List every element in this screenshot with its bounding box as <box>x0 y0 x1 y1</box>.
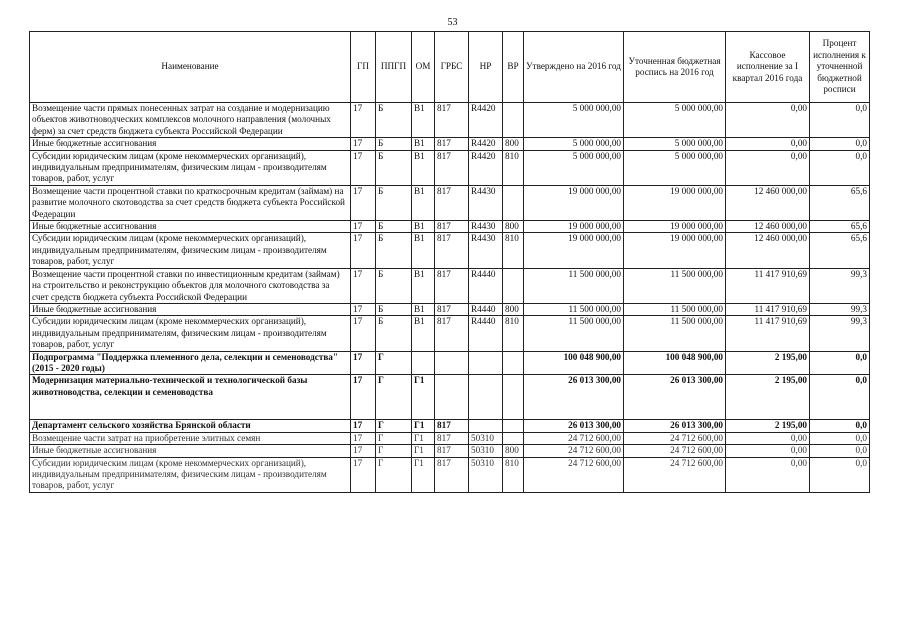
header-name: Наименование <box>30 32 351 103</box>
cell-om: В1 <box>412 221 435 233</box>
cell-refined: 26 013 300,00 <box>624 375 726 420</box>
cell-np <box>469 420 503 432</box>
cell-vr <box>503 375 524 420</box>
cell-approved: 5 000 000,00 <box>524 150 624 185</box>
cell-om: Г1 <box>412 432 435 444</box>
cell-vr: 810 <box>503 150 524 185</box>
cell-refined: 19 000 000,00 <box>624 185 726 220</box>
cell-om: В1 <box>412 138 435 150</box>
cell-gp: 17 <box>351 221 376 233</box>
cell-percent: 99,3 <box>810 303 870 315</box>
cell-cash: 0,00 <box>726 150 810 185</box>
table-row <box>30 138 870 150</box>
cell-refined: 24 712 600,00 <box>624 432 726 444</box>
cell-approved: 26 013 300,00 <box>524 375 624 420</box>
cell-gp: 17 <box>351 303 376 315</box>
cell-cash: 0,00 <box>726 432 810 444</box>
cell-approved: 19 000 000,00 <box>524 233 624 268</box>
cell-grbs <box>435 351 469 375</box>
cell-ppgp: Б <box>376 316 412 351</box>
cell-grbs: 817 <box>435 432 469 444</box>
cell-percent: 0,0 <box>810 351 870 375</box>
cell-om: В1 <box>412 150 435 185</box>
cell-name: Субсидии юридическим лицам (кроме некоммерческих организаций), индивидуальным предпринимателям, физическим лицам - производителям товаров, работ, услуг <box>30 150 351 185</box>
cell-refined: 11 500 000,00 <box>624 268 726 303</box>
cell-name: Департамент сельского хозяйства Брянской области <box>30 420 351 432</box>
cell-ppgp: Г <box>376 457 412 492</box>
cell-percent: 0,0 <box>810 103 870 138</box>
cell-gp: 17 <box>351 457 376 492</box>
header-cash: Кассовое исполнение за I квартал 2016 года <box>726 32 810 103</box>
table-row <box>30 303 870 315</box>
cell-vr: 810 <box>503 316 524 351</box>
cell-grbs: 817 <box>435 457 469 492</box>
cell-ppgp: Б <box>376 185 412 220</box>
cell-refined: 26 013 300,00 <box>624 420 726 432</box>
cell-refined: 11 500 000,00 <box>624 303 726 315</box>
cell-gp: 17 <box>351 185 376 220</box>
cell-grbs: 817 <box>435 303 469 315</box>
cell-np: R4440 <box>469 268 503 303</box>
cell-percent: 65,6 <box>810 221 870 233</box>
cell-ppgp: Г <box>376 375 412 420</box>
header-np: НР <box>469 32 503 103</box>
cell-percent: 65,6 <box>810 185 870 220</box>
cell-ppgp: Г <box>376 432 412 444</box>
cell-om: Г1 <box>412 457 435 492</box>
cell-cash: 0,00 <box>726 457 810 492</box>
cell-om: В1 <box>412 316 435 351</box>
cell-percent: 0,0 <box>810 375 870 420</box>
cell-vr: 800 <box>503 221 524 233</box>
cell-gp: 17 <box>351 420 376 432</box>
cell-percent: 0,0 <box>810 432 870 444</box>
cell-np: 50310 <box>469 445 503 457</box>
cell-approved: 26 013 300,00 <box>524 420 624 432</box>
cell-gp: 17 <box>351 233 376 268</box>
cell-om: В1 <box>412 268 435 303</box>
cell-percent: 0,0 <box>810 457 870 492</box>
cell-refined: 5 000 000,00 <box>624 150 726 185</box>
cell-vr: 800 <box>503 303 524 315</box>
cell-vr <box>503 185 524 220</box>
cell-ppgp: Б <box>376 103 412 138</box>
cell-ppgp: Б <box>376 138 412 150</box>
cell-gp: 17 <box>351 138 376 150</box>
cell-om <box>412 351 435 375</box>
table-row <box>30 185 870 220</box>
cell-percent: 0,0 <box>810 150 870 185</box>
cell-grbs: 817 <box>435 185 469 220</box>
cell-refined: 5 000 000,00 <box>624 138 726 150</box>
cell-cash: 0,00 <box>726 445 810 457</box>
cell-grbs: 817 <box>435 103 469 138</box>
cell-ppgp: Г <box>376 420 412 432</box>
table-row <box>30 445 870 457</box>
cell-grbs <box>435 375 469 420</box>
cell-approved: 5 000 000,00 <box>524 138 624 150</box>
cell-vr <box>503 351 524 375</box>
cell-om: В1 <box>412 185 435 220</box>
cell-name: Иные бюджетные ассигнования <box>30 303 351 315</box>
cell-name: Модернизация материально-технической и технологической базы животноводства, селекции и семеноводства <box>30 375 351 420</box>
header-approved: Утверждено на 2016 год <box>524 32 624 103</box>
header-refined: Уточненная бюджетная роспись на 2016 год <box>624 32 726 103</box>
cell-cash: 11 417 910,69 <box>726 268 810 303</box>
page-number: 53 <box>447 17 458 28</box>
cell-om: Г1 <box>412 420 435 432</box>
cell-name: Иные бюджетные ассигнования <box>30 445 351 457</box>
cell-approved: 11 500 000,00 <box>524 316 624 351</box>
cell-grbs: 817 <box>435 150 469 185</box>
budget-table <box>29 31 870 493</box>
cell-refined: 100 048 900,00 <box>624 351 726 375</box>
cell-approved: 100 048 900,00 <box>524 351 624 375</box>
cell-grbs: 817 <box>435 316 469 351</box>
cell-vr: 800 <box>503 445 524 457</box>
cell-om: Г1 <box>412 445 435 457</box>
table-row <box>30 316 870 351</box>
table-row <box>30 268 870 303</box>
cell-approved: 11 500 000,00 <box>524 268 624 303</box>
cell-percent: 0,0 <box>810 445 870 457</box>
cell-grbs: 817 <box>435 445 469 457</box>
cell-grbs: 817 <box>435 221 469 233</box>
header-row <box>30 32 870 103</box>
cell-gp: 17 <box>351 445 376 457</box>
cell-ppgp: Б <box>376 221 412 233</box>
cell-name: Субсидии юридическим лицам (кроме некоммерческих организаций), индивидуальным предпринимателям, физическим лицам - производителям товаров, работ, услуг <box>30 457 351 492</box>
header-grbs: ГРБС <box>435 32 469 103</box>
cell-approved: 19 000 000,00 <box>524 221 624 233</box>
cell-refined: 19 000 000,00 <box>624 233 726 268</box>
cell-approved: 24 712 600,00 <box>524 457 624 492</box>
cell-percent: 99,3 <box>810 268 870 303</box>
cell-ppgp: Б <box>376 150 412 185</box>
table-row <box>30 351 870 375</box>
cell-name: Иные бюджетные ассигнования <box>30 221 351 233</box>
cell-om: Г1 <box>412 375 435 420</box>
cell-name: Субсидии юридическим лицам (кроме некоммерческих организаций), индивидуальным предпринимателям, физическим лицам - производителям товаров, работ, услуг <box>30 316 351 351</box>
cell-vr <box>503 420 524 432</box>
cell-vr: 810 <box>503 233 524 268</box>
table-row <box>30 233 870 268</box>
cell-ppgp: Б <box>376 233 412 268</box>
cell-vr <box>503 268 524 303</box>
cell-name: Возмещение части процентной ставки по краткосрочным кредитам (займам) на развитие молочного скотоводства за счет средств бюджета субъекта Российской Федерации <box>30 185 351 220</box>
cell-cash: 12 460 000,00 <box>726 221 810 233</box>
cell-refined: 24 712 600,00 <box>624 445 726 457</box>
cell-ppgp: Г <box>376 351 412 375</box>
cell-ppgp: Б <box>376 268 412 303</box>
table-row <box>30 375 870 420</box>
cell-cash: 2 195,00 <box>726 351 810 375</box>
cell-name: Возмещение части затрат на приобретение элитных семян <box>30 432 351 444</box>
cell-grbs: 817 <box>435 138 469 150</box>
cell-percent: 0,0 <box>810 138 870 150</box>
table-row <box>30 420 870 432</box>
cell-vr <box>503 432 524 444</box>
cell-cash: 2 195,00 <box>726 375 810 420</box>
cell-name: Подпрограмма "Поддержка племенного дела, селекции и семеноводства" (2015 - 2020 годы) <box>30 351 351 375</box>
cell-name: Иные бюджетные ассигнования <box>30 138 351 150</box>
cell-cash: 0,00 <box>726 138 810 150</box>
cell-approved: 24 712 600,00 <box>524 432 624 444</box>
cell-gp: 17 <box>351 375 376 420</box>
cell-np: R4430 <box>469 221 503 233</box>
cell-approved: 11 500 000,00 <box>524 303 624 315</box>
cell-name: Возмещение части прямых понесенных затрат на создание и модернизацию объектов животноводческих комплексов молочного направления (молочных ферм) за счет средств бюджета субъекта Российской Федерации <box>30 103 351 138</box>
cell-grbs: 817 <box>435 233 469 268</box>
cell-cash: 11 417 910,69 <box>726 303 810 315</box>
cell-cash: 12 460 000,00 <box>726 185 810 220</box>
cell-np: R4420 <box>469 150 503 185</box>
cell-percent: 65,6 <box>810 233 870 268</box>
cell-approved: 5 000 000,00 <box>524 103 624 138</box>
header-om: ОМ <box>412 32 435 103</box>
cell-approved: 24 712 600,00 <box>524 445 624 457</box>
cell-om: В1 <box>412 233 435 268</box>
table-row <box>30 457 870 492</box>
cell-name: Возмещение части процентной ставки по инвестиционным кредитам (займам) на строительство и реконструкцию объектов для молочного скотоводства за счет средств бюджета субъекта Российской Федерации <box>30 268 351 303</box>
cell-np <box>469 375 503 420</box>
cell-np <box>469 351 503 375</box>
header-ppgp: ППГП <box>376 32 412 103</box>
cell-cash: 11 417 910,69 <box>726 316 810 351</box>
cell-vr: 800 <box>503 138 524 150</box>
cell-refined: 24 712 600,00 <box>624 457 726 492</box>
cell-gp: 17 <box>351 150 376 185</box>
cell-np: 50310 <box>469 457 503 492</box>
cell-cash: 0,00 <box>726 103 810 138</box>
cell-np: R4440 <box>469 303 503 315</box>
table-row <box>30 103 870 138</box>
table-body <box>30 103 870 493</box>
cell-percent: 99,3 <box>810 316 870 351</box>
cell-refined: 19 000 000,00 <box>624 221 726 233</box>
cell-np: R4430 <box>469 185 503 220</box>
cell-np: R4440 <box>469 316 503 351</box>
cell-np: R4420 <box>469 103 503 138</box>
cell-vr <box>503 103 524 138</box>
cell-percent: 0,0 <box>810 420 870 432</box>
cell-om: В1 <box>412 303 435 315</box>
cell-gp: 17 <box>351 351 376 375</box>
cell-gp: 17 <box>351 268 376 303</box>
cell-grbs: 817 <box>435 268 469 303</box>
cell-approved: 19 000 000,00 <box>524 185 624 220</box>
table-row <box>30 150 870 185</box>
cell-gp: 17 <box>351 432 376 444</box>
cell-np: R4430 <box>469 233 503 268</box>
cell-np: R4420 <box>469 138 503 150</box>
cell-om: В1 <box>412 103 435 138</box>
cell-ppgp: Б <box>376 303 412 315</box>
cell-np: 50310 <box>469 432 503 444</box>
cell-cash: 2 195,00 <box>726 420 810 432</box>
cell-refined: 11 500 000,00 <box>624 316 726 351</box>
cell-gp: 17 <box>351 103 376 138</box>
cell-grbs: 817 <box>435 420 469 432</box>
header-gp: ГП <box>351 32 376 103</box>
cell-refined: 5 000 000,00 <box>624 103 726 138</box>
table-row <box>30 221 870 233</box>
cell-name: Субсидии юридическим лицам (кроме некоммерческих организаций), индивидуальным предпринимателям, физическим лицам - производителям товаров, работ, услуг <box>30 233 351 268</box>
cell-ppgp: Г <box>376 445 412 457</box>
header-percent: Процент исполнения к уточненной бюджетной росписи <box>810 32 870 103</box>
cell-vr: 810 <box>503 457 524 492</box>
cell-cash: 12 460 000,00 <box>726 233 810 268</box>
cell-gp: 17 <box>351 316 376 351</box>
header-vr: ВР <box>503 32 524 103</box>
table-row <box>30 432 870 444</box>
